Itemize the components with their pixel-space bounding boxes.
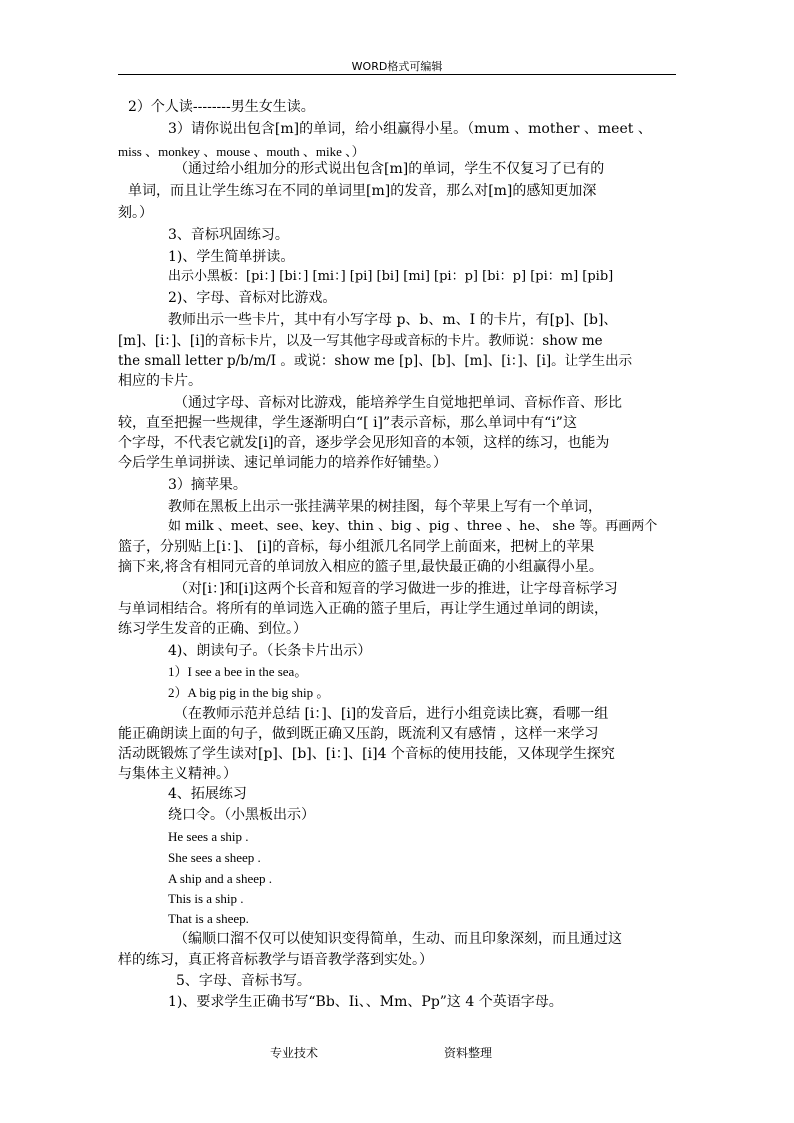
text-line: 4)、朗读句子。（长条卡片出示） <box>168 643 372 659</box>
text-line: That is a sheep. <box>168 911 249 926</box>
text-line: （对[i：]和[i]这两个长音和短音的学习做进一步的推进，让字母音标学习 <box>174 581 618 597</box>
text-line: 样的练习，真正将音标教学与语音教学落到实处。） <box>118 952 433 968</box>
text-line: 1)、要求学生正确书写“Bb、Ii、、Mm、Pp”这 4 个英语字母。 <box>168 994 563 1010</box>
text-line: 2）个人读--------男生女生读。 <box>128 99 315 115</box>
text-line: 篮子，分别贴上[i：]、 [i]的音标，每小组派几名同学上前面来，把树上的苹果 <box>118 539 595 555</box>
text-line: 活动既锻炼了学生读对[p]、[b]、[i：]、[i]4 个音标的使用技能，又体现学生探究 <box>118 746 615 762</box>
text-line: 教师出示一些卡片，其中有小写字母 p、b、m、I 的卡片，有[p]、[b]、 <box>168 312 618 328</box>
text-line: 3）摘苹果。 <box>168 477 247 493</box>
text-line: A ship and a sheep . <box>168 871 272 886</box>
text-line: 3）请你说出包含[m]的单词，给小组赢得小星。（mum 、mother 、meet 、 <box>168 121 652 137</box>
text-line: [m]、[i：]、[i]的音标卡片，以及一写其他字母或音标的卡片。教师说：show me <box>118 333 603 349</box>
header-rule <box>118 74 676 75</box>
text-line: He sees a ship . <box>168 829 249 844</box>
text-line: 刻。） <box>118 205 153 221</box>
text-line: （编顺口溜不仅可以使知识变得简单，生动、而且印象深刻，而且通过这 <box>174 931 622 947</box>
text-line: 今后学生单词拼读、速记单词能力的培养作好铺垫。） <box>118 455 447 471</box>
text-line: 2)、字母、音标对比游戏。 <box>168 290 337 306</box>
text-line: 教师在黑板上出示一张挂满苹果的树挂图，每个苹果上写有一个单词， <box>168 499 602 515</box>
text-line: 如 milk 、meet、see、key、thin 、big 、pig 、three 、he、 she 等。再画两个 <box>168 519 658 534</box>
text-line: 相应的卡片。 <box>118 373 202 389</box>
text-line: She sees a sheep . <box>168 850 261 865</box>
text-line: 与集体主义精神。） <box>118 766 237 782</box>
text-line: 绕口令。（小黑板出示） <box>168 807 315 823</box>
text-line: This is a ship . <box>168 891 244 906</box>
text-line: （通过给小组加分的形式说出包含[m]的单词，学生不仅复习了已有的 <box>174 161 605 177</box>
text-line: 个字母，不代表它就发[i]的音，逐步学会见形知音的本领，这样的练习，也能为 <box>118 435 610 451</box>
page-header: WORD格式可编辑 <box>351 60 443 73</box>
footer-right: 资料整理 <box>444 1046 493 1060</box>
footer-left: 专业技术 <box>270 1046 319 1060</box>
text-line: （在教师示范并总结 [i：]、[i]的发音后，进行小组竞读比赛，看哪一组 <box>174 706 609 722</box>
text-line: 摘下来,将含有相同元音的单词放入相应的篮子里,最快最正确的小组赢得小星。 <box>118 559 603 575</box>
text-line: 1）I see a bee in the sea。 <box>168 664 308 679</box>
text-line: 练习学生发音的正确、到位。） <box>118 621 307 637</box>
text-line: 5、字母、音标书写。 <box>176 973 311 989</box>
text-line: 单词，而且让学生练习在不同的单词里[m]的发音，那么对[m]的感知更加深 <box>128 183 597 199</box>
text-line: 能正确朗读上面的句子，做到既正确又压韵，既流利又有感情 ，这样一来学习 <box>118 726 599 742</box>
text-line: miss 、monkey 、mouse 、mouth 、mike 、） <box>118 144 365 159</box>
text-line: 较，直至把握一些规律，学生逐渐明白“[ i]”表示音标，那么单词中有“i”这 <box>118 415 577 431</box>
text-line: 1)、学生简单拼读。 <box>168 249 295 265</box>
text-line: 与单词相结合。将所有的单词选入正确的篮子里后，再让学生通过单词的朗读， <box>118 601 608 617</box>
text-line: 4、拓展练习 <box>168 786 247 802</box>
text-line: 出示小黑板：[pi：] [bi：] [mi：] [pi] [bi] [mi] [pi：p] [bi：p] [pi：m] [pib] <box>168 269 614 284</box>
text-line: 2）A big pig in the big ship 。 <box>168 685 330 700</box>
text-line: （通过字母、音标对比游戏，能培养学生自觉地把单词、音标作音、形比 <box>174 395 622 411</box>
text-line: the small letter p/b/m/I 。或说：show me [p]、[b]、[m]、[i：]、[i]。让学生出示 <box>118 353 633 369</box>
text-line: 3、音标巩固练习。 <box>168 227 289 243</box>
